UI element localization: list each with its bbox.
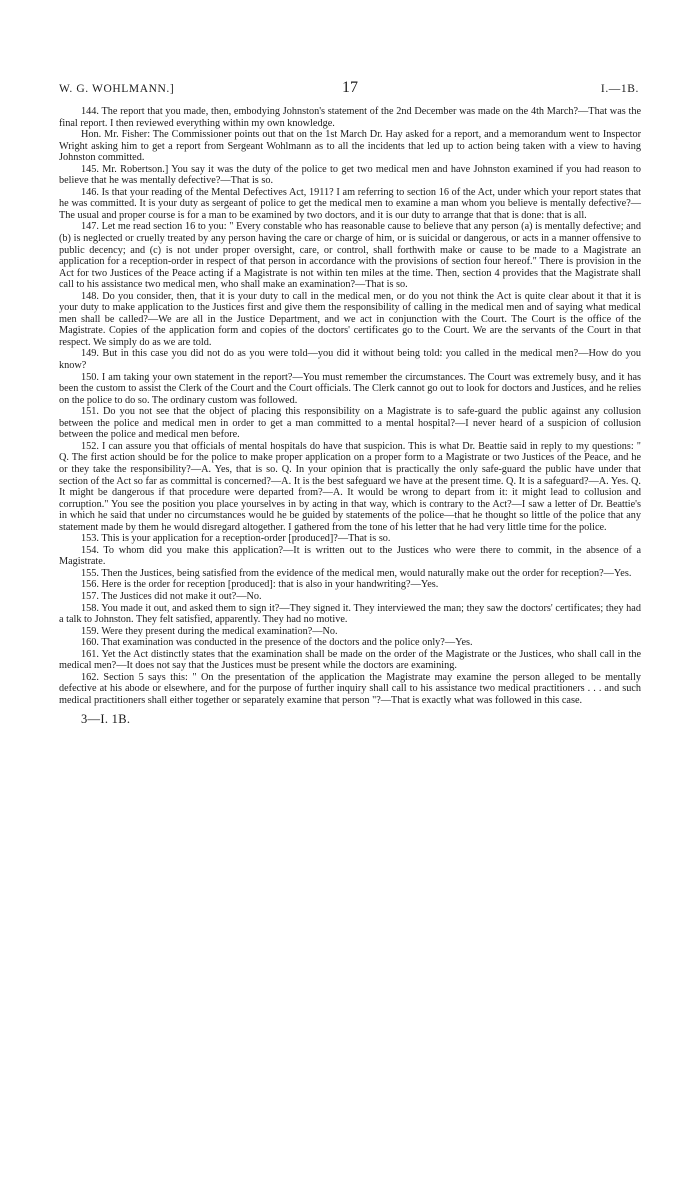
paragraph-149: 149. But in this case you did not do as you were told—you did it without being told: you called in the medical men?—How do you know? (59, 348, 641, 372)
paragraph-158: 158. You made it out, and asked them to sign it?—They signed it. They interviewed the man; they saw the doctors' certificates; they had a talk to Johnston. They felt satisfied, apparently. They had no motive. (59, 602, 641, 626)
paragraph-159: 159. Were they present during the medical examination?—No. (81, 625, 338, 637)
paragraph-157: 157. The Justices did not make it out?—No. (81, 590, 262, 602)
paragraph-147: 147. Let me read section 16 to you: " Every constable who has reasonable cause to believe that any person (a) is mentally defective; and (b) is neglected or cruelly treated by any person having the care or charge of him, or is suicidal or dangerous, or acts in a manner offensive to public decency; and (c) is not under proper oversight, care, or control, shall forthwith make or cause to be made to a Magistrate an application for a reception-order in respect of that person in accordance with the provisions of section four hereof." There is provision in the Act for two Justices of the Peace acting if a Magistrate is not within ten miles at the time. Then, section 4 provides that the Magistrate shall call to his assistance two medical men, who shall make an examination?—That is so. (59, 221, 641, 291)
paragraph-155: 155. Then the Justices, being satisfied from the evidence of the medical men, would naturally make out the order for reception?—Yes. (81, 567, 632, 579)
document-page (59, 80, 641, 727)
paragraph-161: 161. Yet the Act distinctly states that the examination shall be made on the order of the Magistrate or the Justices, who shall call in the medical men?—It does not say that the Justices must be present while the doctors are examining. (59, 648, 641, 672)
paragraph-144: 144. The report that you made, then, embodying Johnston's statement of the 2nd December was made on the 4th March?—That was the final report. I then reviewed everything within my own knowledge. (59, 106, 641, 129)
paragraph-151: 151. Do you not see that the object of placing this responsibility on a Magistrate is to safe-guard the public against any collusion between the police and medical men in order to get a man committed to a mental hospital?—I never heard of a suspicion of collusion between the police and medical men before. (59, 406, 641, 441)
paragraph-150: 150. I am taking your own statement in the report?—You must remember the circumstances. The Court was extremely busy, and it has been the custom to assist the Clerk of the Court and the Court officials. The Clerk cannot go out to look for doctors and Justices, and he relies on the police to do so. The ordinary custom was followed. (59, 371, 641, 406)
document-body (59, 106, 641, 706)
paragraph-156: 156. Here is the order for reception [produced]: that is also in your handwriting?—Yes. (81, 579, 439, 591)
paragraph-148: 148. Do you consider, then, that it is your duty to call in the medical men, or do you not think the Act is quite clear about it that it is your duty to make application to the Justices first and give them the responsibility of calling in the medical men and of saying what medical men shall be called?—We are all in the Justice Department, and we act in conjunction with the Court. The Court is the office of the Magistrate. Copies of the application form and copies of the doctors' certificates go to the Court. We are the servants of the Court in that respect. We simply do as we are told. (59, 290, 641, 348)
paragraph-146: 146. Is that your reading of the Mental Defectives Act, 1911? I am referring to section 16 of the Act, under which your report states that he was committed. It is your duty as sergeant of police to get the medical men to examine a man whom you believe is mentally defective?—The usual and proper course is for a man to be examined by two doctors, and it is our duty to arrange that that is done: that is all. (59, 186, 641, 221)
page-header (59, 80, 641, 102)
paragraph-153: 153. This is your application for a reception-order [produced]?—That is so. (81, 533, 391, 545)
paragraph-160: 160. That examination was conducted in the presence of the doctors and the police only?—Yes. (81, 637, 473, 649)
paragraph-154: 154. To whom did you make this application?—It is written out to the Justices who were there to commit, in the absence of a Magistrate. (59, 544, 641, 568)
witness-name: W. G. WOHLMANN.] (59, 83, 175, 95)
paragraph-162: 162. Section 5 says this: " On the presentation of the application the Magistrate may examine the person alleged to be mentally defective at his abode or elsewhere, and for the purpose of further inquiry shall call to his assistance two medical practitioners . . . and such medical practitioners shall either together or separately examine that person "?—That is exactly what was followed in this case. (59, 671, 641, 706)
footer-signature: 3—I. 1B. (81, 712, 131, 727)
paragraph-152: 152. I can assure you that officials of mental hospitals do have that suspicion. This is what Dr. Beattie said in reply to my questions: " Q. The first action should be for the police to make proper application on a proper form to a Magistrate or two Justices of the Peace, and he or they take the responsibility?—A. Yes, that is so. Q. In your opinion that is practically the only safe-guard the public have under that section of the Act so far as committal is concerned?—A. It is the best safeguard we have at the present time. Q. It is a safeguard?—A. Yes. Q. It might be dangerous if that procedure were departed from?—A. It would be wrong to depart from it: it might lead to collusion and corruption." You see the position you place yourselves in by acting in that way, which is contrary to the Act?—I saw a letter of Dr. Beattie's in which he said that under no circumstances would he be guided by statements of the police—that he thought so little of the police that any statement made by them he would disregard altogether. I gathered from the tone of his letter that he had very little time for the police. (59, 440, 641, 533)
page-number: 17 (342, 79, 358, 96)
paragraph-fisher: Hon. Mr. Fisher: The Commissioner points out that on the 1st March Dr. Hay asked for a report, and a memorandum went to Inspector Wright asking him to get a report from Sergeant Wohlmann as to all the incidents that led up to action being taken with a view to having Johnston committed. (59, 129, 641, 164)
paragraph-145: 145. Mr. Robertson.] You say it was the duty of the police to get two medical men and have Johnston examined if you had reason to believe that he was mentally defective?—That is so. (59, 163, 641, 187)
document-reference: I.—1B. (600, 83, 639, 95)
